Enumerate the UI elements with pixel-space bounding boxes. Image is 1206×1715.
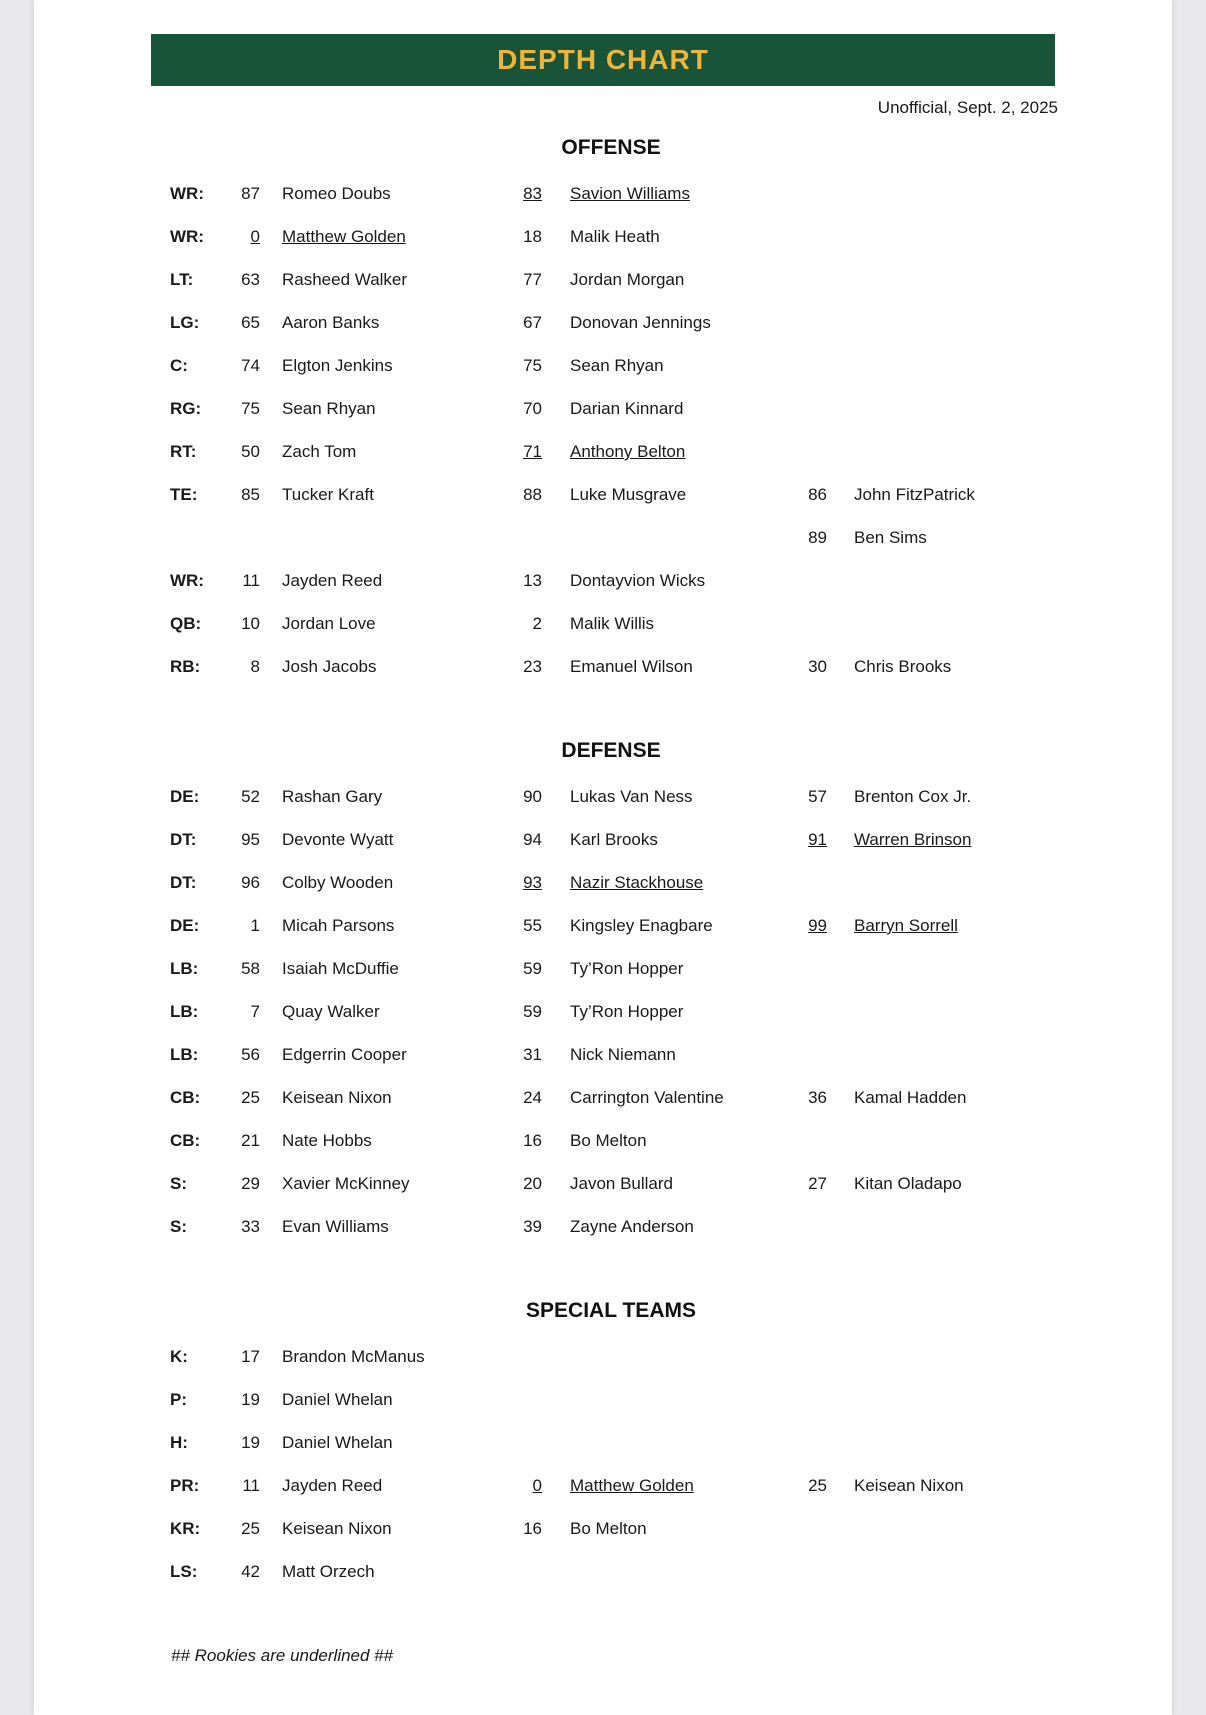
position-label: WR: <box>170 184 204 203</box>
depth-row <box>34 1475 1172 1497</box>
jersey-number: 20 <box>523 1174 542 1193</box>
position-label: WR: <box>170 571 204 590</box>
player-name: Karl Brooks <box>570 830 658 849</box>
position-label: RT: <box>170 442 197 461</box>
jersey-number: 21 <box>241 1131 260 1150</box>
jersey-number: 55 <box>523 916 542 935</box>
jersey-number: 70 <box>523 399 542 418</box>
player-name: Aaron Banks <box>282 313 380 332</box>
jersey-number: 23 <box>523 657 542 676</box>
depth-row <box>34 1044 1172 1066</box>
player-name: Evan Williams <box>282 1217 389 1236</box>
player-name: Anthony Belton <box>570 442 686 461</box>
depth-row <box>34 269 1172 291</box>
depth-row <box>34 1001 1172 1023</box>
player-name: Emanuel Wilson <box>570 657 693 676</box>
player-name: Colby Wooden <box>282 873 394 892</box>
position-label: QB: <box>170 614 202 633</box>
position-label: LB: <box>170 1002 199 1021</box>
jersey-number: 63 <box>241 270 260 289</box>
jersey-number: 31 <box>523 1045 542 1064</box>
jersey-number: 67 <box>523 313 542 332</box>
player-name: Luke Musgrave <box>570 485 687 504</box>
depth-row <box>34 1346 1172 1368</box>
depth-row <box>34 312 1172 334</box>
player-name: Barryn Sorrell <box>854 916 958 935</box>
player-name: Xavier McKinney <box>282 1174 410 1193</box>
section-title-special-teams: SPECIAL TEAMS <box>526 1299 696 1322</box>
jersey-number: 58 <box>241 959 260 978</box>
player-name: Ben Sims <box>854 528 927 547</box>
player-name: Carrington Valentine <box>570 1088 724 1107</box>
player-name: Brenton Cox Jr. <box>854 787 972 806</box>
jersey-number: 36 <box>808 1088 827 1107</box>
player-name: Zach Tom <box>282 442 357 461</box>
jersey-number: 11 <box>242 1476 260 1495</box>
jersey-number: 19 <box>241 1433 260 1452</box>
depth-row <box>34 958 1172 980</box>
player-name: Jayden Reed <box>282 571 383 590</box>
position-label: S: <box>170 1217 187 1236</box>
player-name: Nazir Stackhouse <box>570 873 704 892</box>
player-name: Rasheed Walker <box>282 270 408 289</box>
depth-row <box>34 183 1172 205</box>
jersey-number: 91 <box>808 830 827 849</box>
player-name: Lukas Van Ness <box>570 787 693 806</box>
depth-row <box>34 656 1172 678</box>
depth-row <box>34 1173 1172 1195</box>
player-name: Elgton Jenkins <box>282 356 393 375</box>
depth-row <box>34 398 1172 420</box>
document-date: Unofficial, Sept. 2, 2025 <box>877 98 1058 117</box>
player-name: Sean Rhyan <box>282 399 376 418</box>
position-label: DT: <box>170 830 197 849</box>
jersey-number: 57 <box>808 787 827 806</box>
player-name: Keisean Nixon <box>282 1519 392 1538</box>
player-name: Zayne Anderson <box>570 1217 694 1236</box>
player-name: Brandon McManus <box>282 1347 425 1366</box>
jersey-number: 90 <box>523 787 542 806</box>
depth-row <box>34 1432 1172 1454</box>
jersey-number: 77 <box>523 270 542 289</box>
jersey-number: 87 <box>241 184 260 203</box>
player-name: Matthew Golden <box>282 227 406 246</box>
jersey-number: 19 <box>241 1390 260 1409</box>
depth-row <box>34 570 1172 592</box>
jersey-number: 16 <box>523 1519 542 1538</box>
position-label: S: <box>170 1174 187 1193</box>
jersey-number: 39 <box>523 1217 542 1236</box>
player-name: Dontayvion Wicks <box>570 571 706 590</box>
jersey-number: 71 <box>523 442 542 461</box>
position-label: H: <box>170 1433 188 1452</box>
depth-row <box>34 1087 1172 1109</box>
jersey-number: 56 <box>241 1045 260 1064</box>
jersey-number: 86 <box>808 485 827 504</box>
player-name: Matt Orzech <box>282 1562 375 1581</box>
player-name: Devonte Wyatt <box>282 830 394 849</box>
jersey-number: 95 <box>241 830 260 849</box>
footnote: ## Rookies are underlined ## <box>171 1646 394 1665</box>
position-label: RG: <box>170 399 202 418</box>
jersey-number: 24 <box>523 1088 542 1107</box>
section-title-offense: OFFENSE <box>561 136 661 159</box>
depth-row <box>34 484 1172 506</box>
jersey-number: 29 <box>241 1174 260 1193</box>
jersey-number: 13 <box>523 571 542 590</box>
jersey-number: 96 <box>241 873 260 892</box>
player-name: Kingsley Enagbare <box>570 916 713 935</box>
position-label: CB: <box>170 1131 201 1150</box>
player-name: Donovan Jennings <box>570 313 711 332</box>
player-name: Malik Heath <box>570 227 660 246</box>
position-label: LS: <box>170 1562 198 1581</box>
player-name: Matthew Golden <box>570 1476 694 1495</box>
player-name: Jordan Morgan <box>570 270 685 289</box>
depth-row <box>34 527 1172 549</box>
player-name: Romeo Doubs <box>282 184 391 203</box>
depth-row <box>34 1216 1172 1238</box>
player-name: Isaiah McDuffie <box>282 959 399 978</box>
position-label: TE: <box>170 485 198 504</box>
depth-row <box>34 1389 1172 1411</box>
depth-row <box>34 226 1172 248</box>
player-name: Ty’Ron Hopper <box>570 1002 684 1021</box>
section-title-defense: DEFENSE <box>561 739 661 762</box>
jersey-number: 2 <box>532 614 542 633</box>
player-name: Malik Willis <box>570 614 655 633</box>
position-label: DE: <box>170 916 200 935</box>
depth-row <box>34 786 1172 808</box>
jersey-number: 7 <box>250 1002 260 1021</box>
depth-row <box>34 355 1172 377</box>
depth-row <box>34 613 1172 635</box>
depth-row <box>34 829 1172 851</box>
jersey-number: 89 <box>808 528 827 547</box>
player-name: Edgerrin Cooper <box>282 1045 407 1064</box>
jersey-number: 83 <box>523 184 542 203</box>
player-name: Javon Bullard <box>570 1174 674 1193</box>
position-label: P: <box>170 1390 187 1409</box>
jersey-number: 0 <box>250 227 260 246</box>
position-label: K: <box>170 1347 188 1366</box>
player-name: Savion Williams <box>570 184 690 203</box>
depth-row <box>34 441 1172 463</box>
document-page <box>34 0 1172 1715</box>
player-name: Rashan Gary <box>282 787 383 806</box>
jersey-number: 25 <box>241 1519 260 1538</box>
position-label: LB: <box>170 1045 199 1064</box>
jersey-number: 42 <box>241 1562 260 1581</box>
jersey-number: 52 <box>241 787 260 806</box>
depth-row <box>34 1130 1172 1152</box>
player-name: Keisean Nixon <box>282 1088 392 1107</box>
player-name: Darian Kinnard <box>570 399 684 418</box>
player-name: Micah Parsons <box>282 916 395 935</box>
player-name: Bo Melton <box>570 1519 647 1538</box>
player-name: Daniel Whelan <box>282 1433 393 1452</box>
player-name: Sean Rhyan <box>570 356 664 375</box>
jersey-number: 25 <box>241 1088 260 1107</box>
position-label: DT: <box>170 873 197 892</box>
document-title: DEPTH CHART <box>497 44 709 75</box>
player-name: Jayden Reed <box>282 1476 383 1495</box>
jersey-number: 18 <box>523 227 542 246</box>
player-name: Quay Walker <box>282 1002 380 1021</box>
jersey-number: 59 <box>523 1002 542 1021</box>
depth-row <box>34 915 1172 937</box>
jersey-number: 65 <box>241 313 260 332</box>
position-label: RB: <box>170 657 201 676</box>
player-name: John FitzPatrick <box>854 485 975 504</box>
player-name: Ty’Ron Hopper <box>570 959 684 978</box>
position-label: DE: <box>170 787 200 806</box>
jersey-number: 10 <box>241 614 260 633</box>
jersey-number: 30 <box>808 657 827 676</box>
position-label: LT: <box>170 270 194 289</box>
position-label: C: <box>170 356 188 375</box>
jersey-number: 11 <box>242 571 260 590</box>
depth-row <box>34 872 1172 894</box>
player-name: Daniel Whelan <box>282 1390 393 1409</box>
player-name: Keisean Nixon <box>854 1476 964 1495</box>
jersey-number: 88 <box>523 485 542 504</box>
position-label: WR: <box>170 227 204 246</box>
position-label: LB: <box>170 959 199 978</box>
position-label: LG: <box>170 313 200 332</box>
player-name: Nate Hobbs <box>282 1131 372 1150</box>
jersey-number: 27 <box>808 1174 827 1193</box>
player-name: Josh Jacobs <box>282 657 377 676</box>
player-name: Nick Niemann <box>570 1045 676 1064</box>
jersey-number: 25 <box>808 1476 827 1495</box>
player-name: Chris Brooks <box>854 657 952 676</box>
player-name: Tucker Kraft <box>282 485 374 504</box>
jersey-number: 16 <box>523 1131 542 1150</box>
position-label: KR: <box>170 1519 201 1538</box>
jersey-number: 50 <box>241 442 260 461</box>
jersey-number: 1 <box>250 916 260 935</box>
jersey-number: 75 <box>523 356 542 375</box>
title-banner <box>151 34 1055 86</box>
player-name: Warren Brinson <box>854 830 972 849</box>
depth-row <box>34 1518 1172 1540</box>
jersey-number: 0 <box>532 1476 542 1495</box>
jersey-number: 8 <box>250 657 260 676</box>
jersey-number: 94 <box>523 830 542 849</box>
position-label: CB: <box>170 1088 201 1107</box>
jersey-number: 59 <box>523 959 542 978</box>
jersey-number: 99 <box>808 916 827 935</box>
player-name: Kamal Hadden <box>854 1088 967 1107</box>
jersey-number: 33 <box>241 1217 260 1236</box>
player-name: Bo Melton <box>570 1131 647 1150</box>
jersey-number: 85 <box>241 485 260 504</box>
jersey-number: 74 <box>241 356 260 375</box>
jersey-number: 75 <box>241 399 260 418</box>
player-name: Kitan Oladapo <box>854 1174 962 1193</box>
jersey-number: 93 <box>523 873 542 892</box>
depth-row <box>34 1561 1172 1583</box>
player-name: Jordan Love <box>282 614 376 633</box>
position-label: PR: <box>170 1476 200 1495</box>
jersey-number: 17 <box>241 1347 260 1366</box>
